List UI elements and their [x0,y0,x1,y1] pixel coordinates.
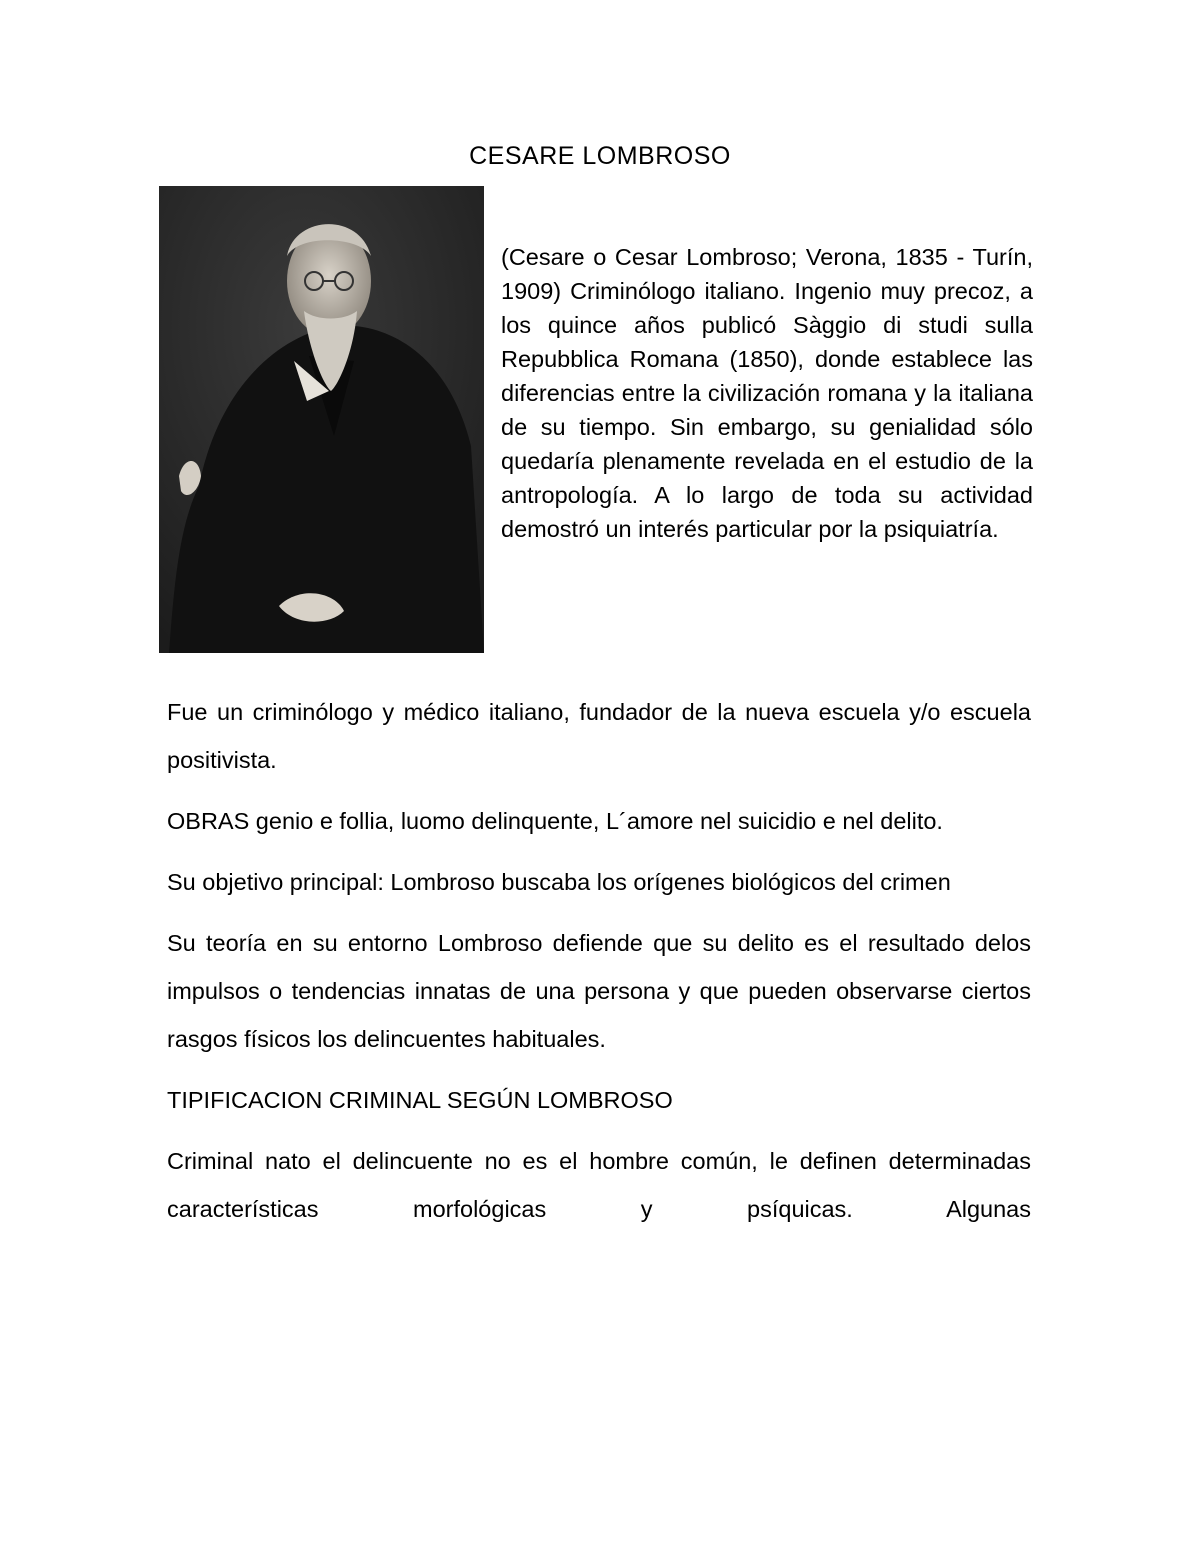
body-text [167,688,1031,1246]
paragraph-works: OBRAS genio e follia, luomo delinquente, L´amore nel suicidio e nel delito. [167,808,943,834]
paragraph-theory: Su teoría en su entorno Lombroso defiende que su delito es el resultado delos impulsos o tendencias innatas de una persona y que pueden observarse ciertos rasgos físicos los delincuentes habituales. [167,930,1031,1052]
paragraph-founder: Fue un criminólogo y médico italiano, fundador de la nueva escuela y/o escuela positivista. [167,699,1031,773]
paragraph-objective: Su objetivo principal: Lombroso buscaba los orígenes biológicos del crimen [167,869,951,895]
portrait-illustration [159,186,484,653]
portrait-photo [159,186,484,653]
document-title: CESARE LOMBROSO [469,142,731,170]
intro-paragraph: (Cesare o Cesar Lombroso; Verona, 1835 - Turín, 1909) Criminólogo italiano. Ingenio muy precoz, a los quince años publicó Sàggio di studi sulla Repubblica Romana (1850), donde establece las diferencias entre la civilización romana y la italiana de su tiempo. Sin embargo, su genialidad sólo quedaría plenamente revelada en el estudio de la antropología. A lo largo de toda su actividad demostró un interés particular por la psiquiatría. [501,244,1033,542]
section-heading: TIPIFICACION CRIMINAL SEGÚN LOMBROSO [167,1087,673,1113]
paragraph-criminal-nato: Criminal nato el delincuente no es el hombre común, le definen determinadas características morfológicas y psíquicas. Algunas [167,1148,1031,1222]
